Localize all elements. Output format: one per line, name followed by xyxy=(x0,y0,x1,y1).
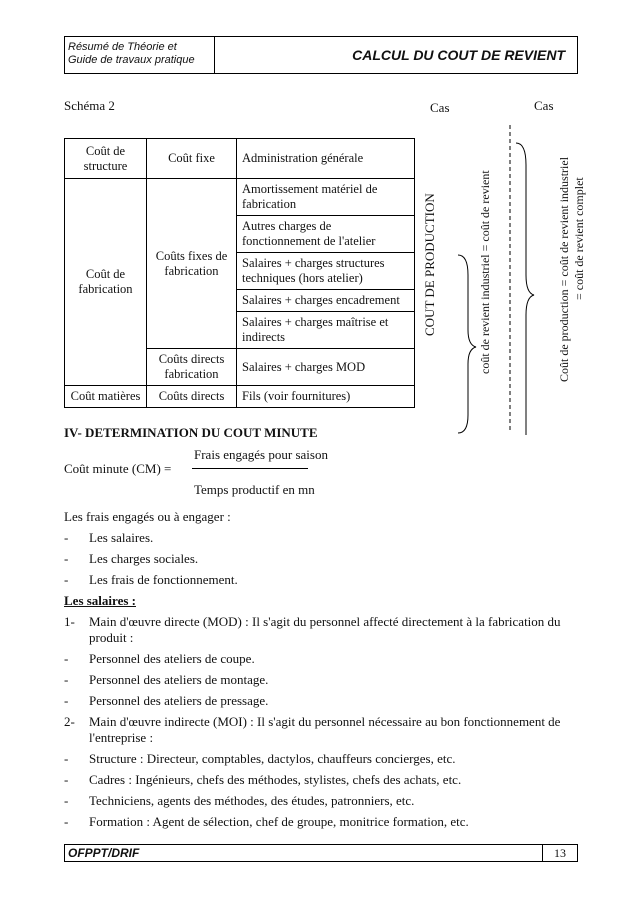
cell-fab-item: Salaires + charges encadrement xyxy=(237,290,415,312)
list-item: - Personnel des ateliers de montage. xyxy=(64,672,269,687)
cost-table xyxy=(64,138,415,408)
mod-paragraph-cont: produit : xyxy=(89,630,134,645)
vertical-cout-production: COUT DE PRODUCTION xyxy=(422,193,437,336)
fraction-bar xyxy=(192,468,308,469)
cas-label-2: Cas xyxy=(534,98,554,113)
cell-fab-item: Autres charges de fonctionnement de l'atelier xyxy=(237,216,415,253)
page-header xyxy=(64,36,578,74)
cell-couts-directs: Coûts directs xyxy=(147,386,237,408)
cas-label-1: Cas xyxy=(430,100,450,115)
page-footer xyxy=(64,844,578,862)
cell-fab-item: Amortissement matériel de fabrication xyxy=(237,179,415,216)
vertical-cout-production-formula: Coût de production = coût de revient industriel xyxy=(557,156,571,382)
list-item: - Personnel des ateliers de pressage. xyxy=(64,693,269,708)
cell-fab-item: Salaires + charges structures techniques (hors atelier) xyxy=(237,253,415,290)
vertical-cout-revient-industriel: coût de revient industriel = coût de revient xyxy=(478,170,492,374)
cell-cout-structure: Coût de structure xyxy=(65,139,147,179)
cell-cout-fixe: Coût fixe xyxy=(147,139,237,179)
formula-lhs: Coût minute (CM) = xyxy=(64,461,172,476)
header-left-box xyxy=(65,37,215,73)
list-item: - Structure : Directeur, comptables, dactylos, chauffeurs concierges, etc. xyxy=(64,751,456,766)
cell-cout-matieres: Coût matières xyxy=(65,386,147,408)
vertical-cout-revient-complet: = coût de revient complet xyxy=(572,177,586,300)
section-title: IV- DETERMINATION DU COUT MINUTE xyxy=(64,425,318,440)
list-item: - Cadres : Ingénieurs, chefs des méthodes, stylistes, chefs des achats, etc. xyxy=(64,772,462,787)
moi-paragraph: 2- Main d'œuvre indirecte (MOI) : Il s'agit du personnel nécessaire au bon fonctionnement de xyxy=(64,714,561,729)
header-subtitle-line2: Guide de travaux pratique xyxy=(68,54,195,66)
cell-fab-item: Salaires + charges MOD xyxy=(237,349,415,386)
list-item: - Les salaires. xyxy=(64,530,154,545)
mod-paragraph: 1- Main d'œuvre directe (MOD) : Il s'agit du personnel affecté directement à la fabrication du xyxy=(64,614,561,629)
cell-couts-fixes-fabrication: Coûts fixes de fabrication xyxy=(147,179,237,349)
brace-cout-revient xyxy=(516,143,534,435)
moi-paragraph-cont: l'entreprise : xyxy=(89,730,154,745)
salaires-title: Les salaires : xyxy=(64,593,136,608)
header-title: CALCUL DU COUT DE REVIENT xyxy=(352,47,565,63)
list-item: - Les frais de fonctionnement. xyxy=(64,572,238,587)
cell-cout-fabrication: Coût de fabrication xyxy=(65,179,147,386)
list-item: - Formation : Agent de sélection, chef de groupe, monitrice formation, etc. xyxy=(64,814,469,829)
brace-production xyxy=(458,255,476,433)
formula-numerator: Frais engagés pour saison xyxy=(194,447,328,462)
cell-couts-directs-fabrication: Coûts directs fabrication xyxy=(147,349,237,386)
header-subtitle-line1: Résumé de Théorie et xyxy=(68,41,177,53)
cell-administration: Administration générale xyxy=(237,139,415,179)
cell-fils: Fils (voir fournitures) xyxy=(237,386,415,408)
schema-label: Schéma 2 xyxy=(64,98,115,113)
frais-intro: Les frais engagés ou à engager : xyxy=(64,509,231,524)
cell-fab-item: Salaires + charges maîtrise et indirects xyxy=(237,312,415,349)
page-number: 13 xyxy=(542,845,577,861)
list-item: - Personnel des ateliers de coupe. xyxy=(64,651,255,666)
formula-denominator: Temps productif en mn xyxy=(194,482,315,497)
list-item: - Les charges sociales. xyxy=(64,551,199,566)
footer-org: OFPPT/DRIF xyxy=(68,846,140,860)
list-item: - Techniciens, agents des méthodes, des études, patronniers, etc. xyxy=(64,793,415,808)
